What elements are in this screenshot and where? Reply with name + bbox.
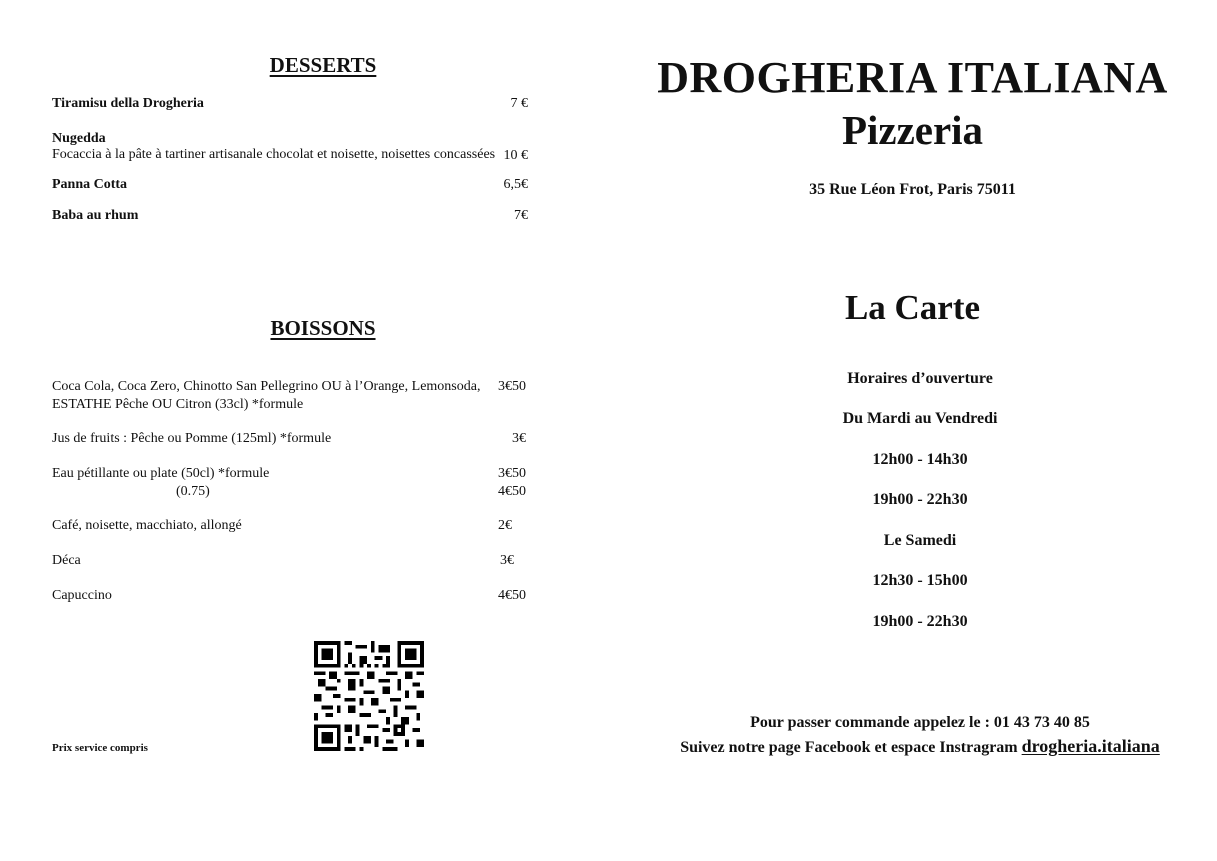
- social-prefix: Suivez notre page Facebook et espace Instragram: [680, 739, 1022, 756]
- dessert-name: Baba au rhum: [52, 208, 139, 223]
- drink-detail: ESTATHE Pêche OU Citron (33cl) *formule: [52, 397, 304, 412]
- restaurant-type: Pizzeria: [841, 107, 984, 153]
- dessert-price: 10 €: [503, 148, 528, 163]
- drink-item: [52, 378, 526, 414]
- saturday-lunch-hours: 12h30 - 15h00: [872, 572, 968, 589]
- dessert-item: [52, 96, 528, 112]
- saturday-label: Le Samedi: [883, 532, 957, 549]
- desserts-title: DESSERTS: [269, 53, 377, 77]
- dessert-description: Focaccia à la pâte à tartiner artisanale chocolat et noisette, noisettes concassées: [52, 147, 496, 162]
- drink-price: 2€: [498, 518, 512, 533]
- social-media-line: [608, 736, 1217, 757]
- drink-name: Déca: [52, 553, 81, 568]
- drink-price: 4€50: [498, 588, 526, 603]
- drink-name: Eau pétillante ou plate (50cl) *formule: [52, 466, 270, 481]
- dessert-item: [52, 177, 528, 193]
- drink-name: Jus de fruits : Pêche ou Pomme (125ml) *formule: [52, 431, 332, 446]
- drink-item: [52, 517, 526, 535]
- dessert-item: [52, 208, 528, 224]
- drink-item: [52, 587, 526, 605]
- drink-price: 3€: [500, 553, 514, 568]
- weekday-lunch-hours: 12h00 - 14h30: [872, 451, 968, 468]
- drink-price: 3€: [512, 431, 526, 446]
- restaurant-name: DROGHERIA ITALIANA: [657, 53, 1168, 102]
- dessert-price: 7 €: [510, 96, 528, 111]
- dessert-name: Tiramisu della Drogheria: [52, 96, 204, 111]
- social-handle-link[interactable]: drogheria.italiana: [1021, 736, 1160, 756]
- drink-item: [52, 430, 526, 448]
- dessert-price: 6,5€: [503, 177, 528, 192]
- drink-name: Coca Cola, Coca Zero, Chinotto San Pellegrino OU à l’Orange, Lemonsoda,: [52, 379, 481, 394]
- drink-item: [52, 552, 526, 570]
- drink-price: 3€50: [498, 379, 526, 394]
- dessert-name: Nugedda: [52, 131, 106, 146]
- drink-detail: (0.75): [176, 484, 210, 499]
- weekday-label: Du Mardi au Vendredi: [842, 410, 998, 427]
- drink-price: 3€50: [498, 466, 526, 481]
- dessert-name: Panna Cotta: [52, 177, 128, 192]
- drink-name: Capuccino: [52, 588, 112, 603]
- dessert-item: [52, 131, 528, 163]
- drink-item: [52, 465, 526, 501]
- qr-code-icon: [314, 641, 424, 751]
- menu-left-page: [0, 0, 608, 861]
- service-note: Prix service compris: [52, 742, 148, 754]
- weekday-dinner-hours: 19h00 - 22h30: [872, 491, 968, 508]
- dessert-price: 7€: [514, 208, 528, 223]
- saturday-dinner-hours: 19h00 - 22h30: [872, 613, 968, 630]
- menu-title: La Carte: [844, 288, 981, 327]
- opening-hours-title: Horaires d’ouverture: [847, 370, 993, 387]
- restaurant-address: 35 Rue Léon Frot, Paris 75011: [809, 181, 1016, 198]
- menu-right-page: [608, 0, 1217, 861]
- drink-name: Café, noisette, macchiato, allongé: [52, 518, 242, 533]
- drink-price-large: 4€50: [498, 484, 526, 499]
- boissons-title: BOISSONS: [270, 316, 376, 340]
- phone-order-line: Pour passer commande appelez le : 01 43 73 40 85: [750, 714, 1090, 731]
